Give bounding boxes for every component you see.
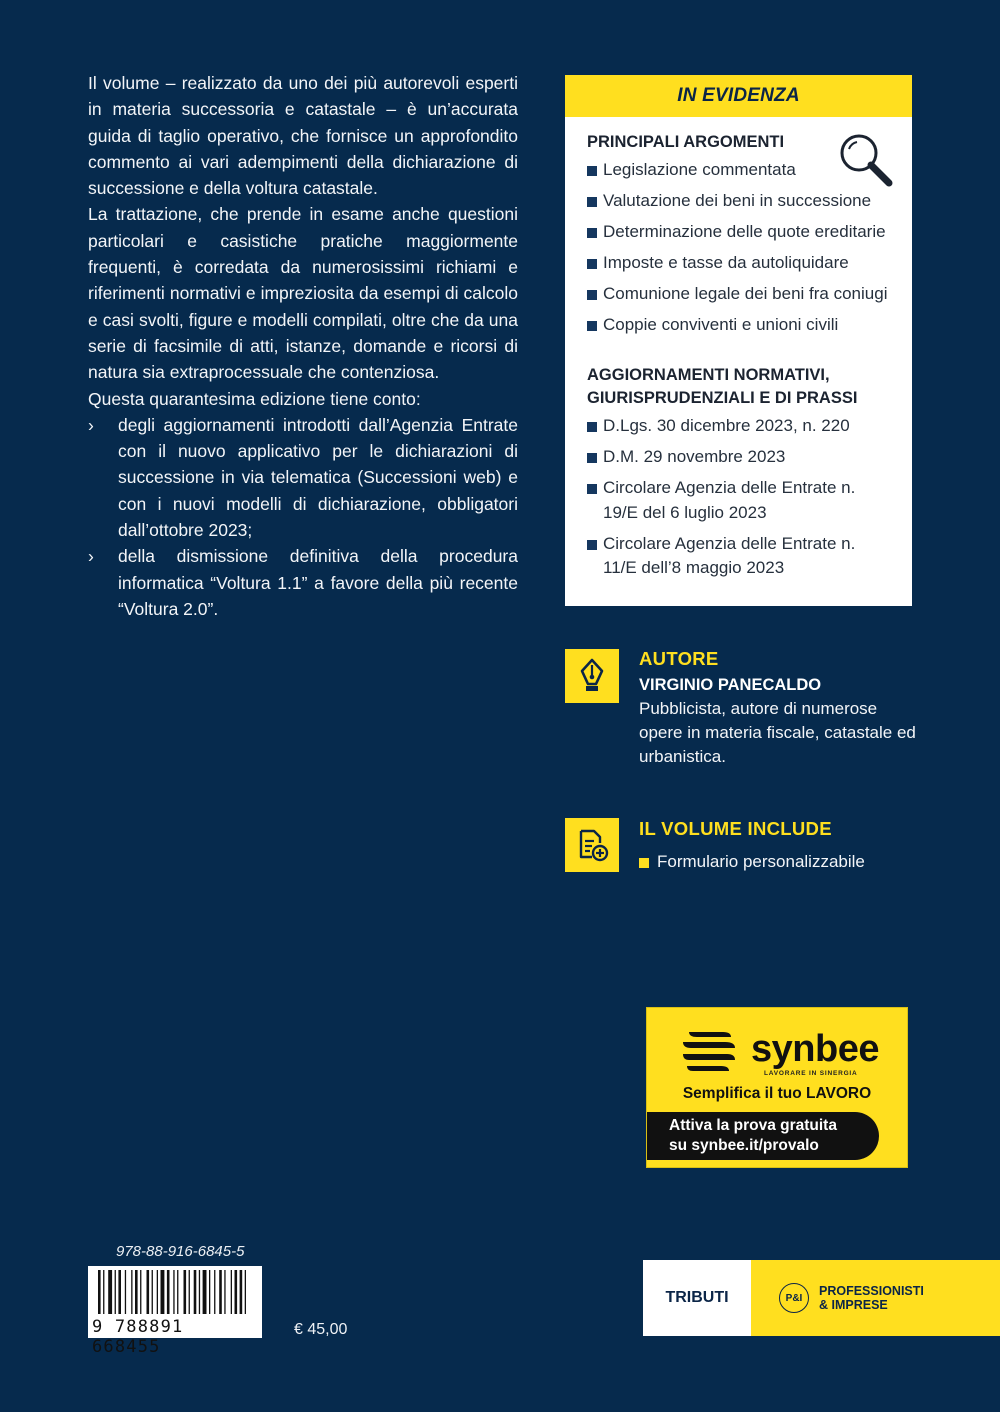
intro-paragraph-2: La trattazione, che prende in esame anche questioni particolari e casistiche pratiche maggiormente frequenti, è corredata da numerosissimi richiami e riferimenti normativi e impreziosita da esempi di calcolo e casi svolti, figure e modelli compilati, oltre che da una serie di facsimile di atti, istanze, domande e ricorsi di natura sia extraprocessuale che contenziosa. bbox=[88, 204, 518, 383]
synbee-promo bbox=[646, 1007, 908, 1168]
topic-item: Coppie conviventi e unioni civili bbox=[587, 313, 892, 338]
updates-section bbox=[565, 344, 912, 581]
barcode-digits: 9 788891 668455 bbox=[92, 1317, 184, 1357]
topic-item: Valutazione dei beni in successione bbox=[587, 189, 892, 214]
series-name-line-1: PROFESSIONISTI bbox=[819, 1284, 924, 1298]
update-item: D.M. 29 novembre 2023 bbox=[587, 445, 892, 470]
author-bio: Pubblicista, autore di numerose opere in materia fiscale, catastale ed urbanistica. bbox=[639, 699, 916, 766]
description-text bbox=[88, 70, 518, 622]
promo-cta[interactable] bbox=[647, 1112, 879, 1160]
intro-paragraph-1: Il volume – realizzato da uno dei più autorevoli esperti in materia successoria e catastale – è un’accurata guida di taglio operativo, che fornisce un approfondito commento ai vari adempimenti della dichiarazione di successione e della voltura catastale. bbox=[88, 73, 518, 199]
includes-block bbox=[639, 818, 919, 872]
topic-item: Comunione legale dei beni fra coniugi bbox=[587, 282, 892, 307]
intro-paragraph-3: Questa quarantesima edizione tiene conto: bbox=[88, 388, 421, 409]
author-name: VIRGINIO PANECALDO bbox=[639, 676, 822, 694]
topic-item: Imposte e tasse da autoliquidare bbox=[587, 251, 892, 276]
series-name bbox=[819, 1284, 924, 1312]
author-title: AUTORE bbox=[639, 648, 719, 669]
update-item: D.Lgs. 30 dicembre 2023, n. 220 bbox=[587, 414, 892, 439]
promo-slogan-prefix: Semplifica il tuo bbox=[682, 1085, 806, 1102]
edition-updates-list bbox=[88, 412, 518, 622]
synbee-brand: synbee bbox=[751, 1028, 879, 1070]
promo-cta-line-1: Attiva la prova gratuita bbox=[669, 1117, 837, 1134]
series-tag bbox=[751, 1260, 1000, 1336]
edition-update-item: › della dismissione definitiva della procedura informatica “Voltura 1.1” a favore della più recente “Voltura 2.0”. bbox=[88, 543, 518, 622]
category-tag: TRIBUTI bbox=[643, 1260, 751, 1336]
updates-list bbox=[587, 414, 892, 581]
series-logo: P&I bbox=[779, 1283, 809, 1313]
includes-item: Formulario personalizzabile bbox=[639, 852, 919, 872]
synbee-tagline: LAVORARE IN SINERGIA bbox=[764, 1070, 858, 1077]
main-topics-title: PRINCIPALI ARGOMENTI bbox=[587, 133, 785, 151]
barcode bbox=[88, 1266, 262, 1357]
promo-slogan-highlight: LAVORO bbox=[806, 1085, 872, 1102]
series-name-line-2: & IMPRESE bbox=[819, 1298, 888, 1312]
updates-title-line-2: GIURISPRUDENZIALI E DI PRASSI bbox=[587, 389, 858, 407]
document-add-icon bbox=[565, 818, 619, 872]
updates-title-line-1: AGGIORNAMENTI NORMATIVI, bbox=[587, 366, 830, 384]
fountain-pen-icon bbox=[565, 649, 619, 703]
isbn-number: 978-88-916-6845-5 bbox=[116, 1243, 245, 1260]
topic-item: Determinazione delle quote ereditarie bbox=[587, 220, 892, 245]
includes-title: IL VOLUME INCLUDE bbox=[639, 818, 832, 839]
barcode-bars bbox=[88, 1266, 262, 1316]
synbee-logo-icon bbox=[679, 1026, 739, 1076]
evidence-header: IN EVIDENZA bbox=[565, 75, 912, 117]
update-item: Circolare Agenzia delle Entrate n. 11/E dell’8 maggio 2023 bbox=[587, 532, 892, 581]
edition-update-item: › degli aggiornamenti introdotti dall’Agenzia Entrate con il nuovo applicativo per le dichiarazioni di successione in via telematica (Successioni web) e con i nuovi modelli di dichiarazione, obbligatori dall’ottobre 2023; bbox=[88, 412, 518, 543]
update-item: Circolare Agenzia delle Entrate n. 19/E del 6 luglio 2023 bbox=[587, 476, 892, 525]
author-block bbox=[639, 648, 919, 769]
price: € 45,00 bbox=[294, 1321, 348, 1338]
promo-cta-line-2: su synbee.it/provalo bbox=[669, 1137, 819, 1154]
promo-slogan bbox=[647, 1085, 907, 1103]
topic-item: Legislazione commentata bbox=[587, 158, 892, 183]
evidence-box bbox=[565, 75, 912, 606]
